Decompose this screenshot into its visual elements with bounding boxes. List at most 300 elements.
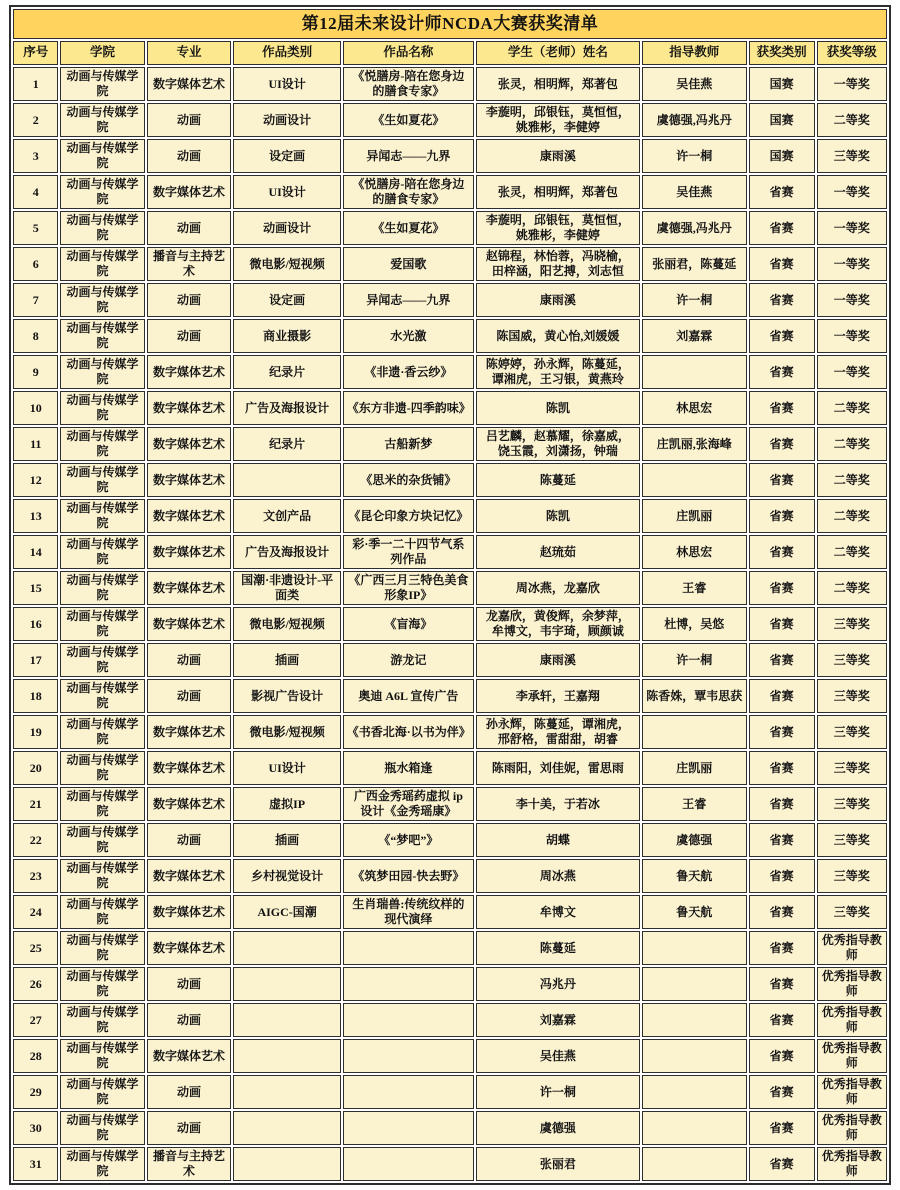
cell-college: 动画与传媒学院 bbox=[60, 1147, 144, 1181]
table-row bbox=[13, 679, 887, 713]
table-row bbox=[13, 535, 887, 569]
table-row bbox=[13, 1075, 887, 1109]
cell-award-type: 省赛 bbox=[749, 499, 815, 533]
table-row bbox=[13, 427, 887, 461]
cell-students: 赵锦程，林怡蓉，冯晓榆，田梓涵，阳艺搏，刘志恒 bbox=[476, 247, 640, 281]
cell-work-title: 游龙记 bbox=[343, 643, 474, 677]
cell-index: 26 bbox=[13, 967, 58, 1001]
cell-index: 10 bbox=[13, 391, 58, 425]
cell-advisors: 虞德强,冯兆丹 bbox=[642, 211, 747, 245]
cell-award-type: 省赛 bbox=[749, 1039, 815, 1073]
cell-category bbox=[233, 931, 340, 965]
cell-category bbox=[233, 463, 340, 497]
cell-award-level: 二等奖 bbox=[817, 571, 887, 605]
cell-award-type: 省赛 bbox=[749, 967, 815, 1001]
cell-work-title: 异闻志——九界 bbox=[343, 283, 474, 317]
cell-award-level: 优秀指导教师 bbox=[817, 931, 887, 965]
cell-work-title: 《筑梦田园-快去野》 bbox=[343, 859, 474, 893]
table-row bbox=[13, 175, 887, 209]
cell-work-title bbox=[343, 1147, 474, 1181]
cell-advisors: 王睿 bbox=[642, 571, 747, 605]
table-row bbox=[13, 139, 887, 173]
table-row bbox=[13, 607, 887, 641]
table-row bbox=[13, 715, 887, 749]
cell-award-type: 省赛 bbox=[749, 535, 815, 569]
cell-index: 1 bbox=[13, 67, 58, 101]
cell-major: 动画 bbox=[147, 643, 232, 677]
cell-award-type: 省赛 bbox=[749, 319, 815, 353]
cell-students: 张灵，相明辉，郑著包 bbox=[476, 67, 640, 101]
cell-students: 吴佳燕 bbox=[476, 1039, 640, 1073]
cell-category: 微电影/短视频 bbox=[233, 607, 340, 641]
cell-category bbox=[233, 1111, 340, 1145]
cell-college: 动画与传媒学院 bbox=[60, 391, 144, 425]
cell-work-title bbox=[343, 967, 474, 1001]
cell-advisors: 虞德强 bbox=[642, 823, 747, 857]
cell-major: 数字媒体艺术 bbox=[147, 175, 232, 209]
cell-advisors: 陈香姝，覃韦思获 bbox=[642, 679, 747, 713]
cell-award-level: 优秀指导教师 bbox=[817, 1003, 887, 1037]
table-row bbox=[13, 1111, 887, 1145]
cell-college: 动画与传媒学院 bbox=[60, 1003, 144, 1037]
cell-award-type: 省赛 bbox=[749, 175, 815, 209]
cell-advisors: 林思宏 bbox=[642, 391, 747, 425]
cell-major: 动画 bbox=[147, 319, 232, 353]
cell-index: 3 bbox=[13, 139, 58, 173]
cell-work-title: 《盲海》 bbox=[343, 607, 474, 641]
cell-students: 李蔙明，邱银钰，莫恒恒，姚雅彬，李健婷 bbox=[476, 211, 640, 245]
cell-award-level: 优秀指导教师 bbox=[817, 1147, 887, 1181]
cell-award-type: 省赛 bbox=[749, 427, 815, 461]
cell-index: 9 bbox=[13, 355, 58, 389]
cell-category: UI设计 bbox=[233, 67, 340, 101]
cell-work-title: 《昆仑印象方块记忆》 bbox=[343, 499, 474, 533]
table-row bbox=[13, 1039, 887, 1073]
cell-work-title: 古船新梦 bbox=[343, 427, 474, 461]
cell-category: 动画设计 bbox=[233, 103, 340, 137]
cell-college: 动画与传媒学院 bbox=[60, 1111, 144, 1145]
cell-award-level: 一等奖 bbox=[817, 283, 887, 317]
cell-students: 胡蝶 bbox=[476, 823, 640, 857]
cell-advisors: 虞德强,冯兆丹 bbox=[642, 103, 747, 137]
cell-award-type: 国赛 bbox=[749, 139, 815, 173]
cell-award-type: 国赛 bbox=[749, 103, 815, 137]
table-row bbox=[13, 247, 887, 281]
cell-students: 虞德强 bbox=[476, 1111, 640, 1145]
cell-advisors: 许一桐 bbox=[642, 643, 747, 677]
cell-work-title: 爱国歌 bbox=[343, 247, 474, 281]
table-row bbox=[13, 1147, 887, 1181]
cell-index: 28 bbox=[13, 1039, 58, 1073]
cell-category: 广告及海报设计 bbox=[233, 391, 340, 425]
cell-students: 张灵，相明辉，郑著包 bbox=[476, 175, 640, 209]
header-college: 学院 bbox=[60, 41, 144, 65]
cell-advisors: 庄凯丽 bbox=[642, 499, 747, 533]
cell-work-title: 《书香北海·以书为伴》 bbox=[343, 715, 474, 749]
cell-work-title: 彩·季一二十四节气系列作品 bbox=[343, 535, 474, 569]
cell-college: 动画与传媒学院 bbox=[60, 463, 144, 497]
cell-award-type: 省赛 bbox=[749, 931, 815, 965]
cell-award-level: 三等奖 bbox=[817, 787, 887, 821]
cell-major: 动画 bbox=[147, 679, 232, 713]
cell-advisors bbox=[642, 355, 747, 389]
cell-index: 30 bbox=[13, 1111, 58, 1145]
cell-major: 数字媒体艺术 bbox=[147, 67, 232, 101]
header-award-type: 获奖类别 bbox=[749, 41, 815, 65]
cell-advisors: 刘嘉霖 bbox=[642, 319, 747, 353]
cell-work-title: 《悦膳房-陪在您身边的膳食专家》 bbox=[343, 175, 474, 209]
cell-category bbox=[233, 967, 340, 1001]
cell-index: 7 bbox=[13, 283, 58, 317]
cell-category: 虚拟IP bbox=[233, 787, 340, 821]
cell-category bbox=[233, 1003, 340, 1037]
cell-students: 陈婷婷，孙永辉，陈蔓延，谭湘虎，王习银，黄燕玲 bbox=[476, 355, 640, 389]
cell-advisors bbox=[642, 967, 747, 1001]
cell-category: 纪录片 bbox=[233, 355, 340, 389]
cell-index: 20 bbox=[13, 751, 58, 785]
cell-index: 5 bbox=[13, 211, 58, 245]
table-row bbox=[13, 787, 887, 821]
table-body bbox=[13, 67, 887, 1181]
cell-work-title: 广西金秀瑶药虚拟 ip 设计《金秀瑶康》 bbox=[343, 787, 474, 821]
cell-index: 27 bbox=[13, 1003, 58, 1037]
cell-major: 动画 bbox=[147, 1075, 232, 1109]
cell-students: 许一桐 bbox=[476, 1075, 640, 1109]
cell-college: 动画与传媒学院 bbox=[60, 931, 144, 965]
cell-award-type: 省赛 bbox=[749, 1075, 815, 1109]
cell-college: 动画与传媒学院 bbox=[60, 103, 144, 137]
cell-advisors: 林思宏 bbox=[642, 535, 747, 569]
cell-category bbox=[233, 1039, 340, 1073]
cell-major: 数字媒体艺术 bbox=[147, 499, 232, 533]
cell-award-type: 省赛 bbox=[749, 787, 815, 821]
table-row bbox=[13, 283, 887, 317]
cell-college: 动画与传媒学院 bbox=[60, 319, 144, 353]
cell-students: 陈凯 bbox=[476, 391, 640, 425]
cell-award-level: 三等奖 bbox=[817, 679, 887, 713]
cell-major: 数字媒体艺术 bbox=[147, 859, 232, 893]
cell-major: 动画 bbox=[147, 211, 232, 245]
cell-award-level: 一等奖 bbox=[817, 355, 887, 389]
cell-major: 数字媒体艺术 bbox=[147, 463, 232, 497]
cell-index: 25 bbox=[13, 931, 58, 965]
cell-advisors: 杜博，吴悠 bbox=[642, 607, 747, 641]
cell-award-level: 三等奖 bbox=[817, 643, 887, 677]
cell-students: 陈凯 bbox=[476, 499, 640, 533]
cell-award-type: 省赛 bbox=[749, 391, 815, 425]
cell-work-title: 《非遗·香云纱》 bbox=[343, 355, 474, 389]
cell-category: AIGC-国潮 bbox=[233, 895, 340, 929]
cell-award-type: 省赛 bbox=[749, 247, 815, 281]
cell-category: 微电影/短视频 bbox=[233, 247, 340, 281]
cell-award-level: 优秀指导教师 bbox=[817, 1039, 887, 1073]
cell-major: 动画 bbox=[147, 967, 232, 1001]
cell-category: UI设计 bbox=[233, 175, 340, 209]
cell-major: 动画 bbox=[147, 1003, 232, 1037]
cell-major: 数字媒体艺术 bbox=[147, 715, 232, 749]
cell-advisors bbox=[642, 1111, 747, 1145]
cell-advisors: 鲁天航 bbox=[642, 895, 747, 929]
header-work-title: 作品名称 bbox=[343, 41, 474, 65]
cell-index: 2 bbox=[13, 103, 58, 137]
cell-award-level: 三等奖 bbox=[817, 607, 887, 641]
cell-award-level: 二等奖 bbox=[817, 499, 887, 533]
cell-advisors bbox=[642, 1003, 747, 1037]
cell-major: 播音与主持艺术 bbox=[147, 1147, 232, 1181]
cell-award-level: 一等奖 bbox=[817, 247, 887, 281]
cell-advisors bbox=[642, 931, 747, 965]
table-row bbox=[13, 319, 887, 353]
cell-index: 23 bbox=[13, 859, 58, 893]
cell-students: 陈雨阳，刘佳妮，雷思雨 bbox=[476, 751, 640, 785]
cell-award-level: 三等奖 bbox=[817, 751, 887, 785]
cell-category: 插画 bbox=[233, 823, 340, 857]
cell-award-level: 一等奖 bbox=[817, 175, 887, 209]
cell-index: 29 bbox=[13, 1075, 58, 1109]
cell-college: 动画与传媒学院 bbox=[60, 535, 144, 569]
cell-college: 动画与传媒学院 bbox=[60, 67, 144, 101]
cell-work-title: 奥迪 A6L 宣传广告 bbox=[343, 679, 474, 713]
cell-work-title bbox=[343, 931, 474, 965]
table-row bbox=[13, 67, 887, 101]
cell-index: 16 bbox=[13, 607, 58, 641]
cell-college: 动画与传媒学院 bbox=[60, 1075, 144, 1109]
cell-students: 周冰燕 bbox=[476, 859, 640, 893]
cell-award-type: 省赛 bbox=[749, 859, 815, 893]
cell-college: 动画与传媒学院 bbox=[60, 139, 144, 173]
cell-index: 6 bbox=[13, 247, 58, 281]
cell-index: 21 bbox=[13, 787, 58, 821]
cell-work-title: 水光激 bbox=[343, 319, 474, 353]
header-advisors: 指导教师 bbox=[642, 41, 747, 65]
cell-major: 播音与主持艺术 bbox=[147, 247, 232, 281]
table-row bbox=[13, 823, 887, 857]
cell-advisors: 庄凯丽,张海峰 bbox=[642, 427, 747, 461]
cell-award-type: 省赛 bbox=[749, 643, 815, 677]
cell-award-type: 省赛 bbox=[749, 1003, 815, 1037]
cell-advisors: 庄凯丽 bbox=[642, 751, 747, 785]
cell-college: 动画与传媒学院 bbox=[60, 211, 144, 245]
cell-work-title bbox=[343, 1039, 474, 1073]
cell-index: 4 bbox=[13, 175, 58, 209]
cell-work-title: 《生如夏花》 bbox=[343, 103, 474, 137]
cell-students: 冯兆丹 bbox=[476, 967, 640, 1001]
cell-college: 动画与传媒学院 bbox=[60, 607, 144, 641]
cell-index: 8 bbox=[13, 319, 58, 353]
cell-college: 动画与传媒学院 bbox=[60, 427, 144, 461]
cell-work-title: 生肖瑞兽:传统纹样的现代演绎 bbox=[343, 895, 474, 929]
cell-students: 康雨溪 bbox=[476, 139, 640, 173]
cell-work-title: 《悦膳房-陪在您身边的膳食专家》 bbox=[343, 67, 474, 101]
cell-index: 11 bbox=[13, 427, 58, 461]
table-row bbox=[13, 1003, 887, 1037]
cell-category: 动画设计 bbox=[233, 211, 340, 245]
table-row bbox=[13, 931, 887, 965]
cell-index: 19 bbox=[13, 715, 58, 749]
cell-award-type: 省赛 bbox=[749, 715, 815, 749]
cell-major: 动画 bbox=[147, 1111, 232, 1145]
cell-award-level: 一等奖 bbox=[817, 319, 887, 353]
cell-award-level: 优秀指导教师 bbox=[817, 967, 887, 1001]
cell-category: 设定画 bbox=[233, 283, 340, 317]
cell-award-level: 二等奖 bbox=[817, 427, 887, 461]
cell-students: 陈蔓延 bbox=[476, 931, 640, 965]
cell-category: 微电影/短视频 bbox=[233, 715, 340, 749]
header-category: 作品类别 bbox=[233, 41, 340, 65]
title-row bbox=[13, 9, 887, 39]
cell-category: 插画 bbox=[233, 643, 340, 677]
cell-category: 纪录片 bbox=[233, 427, 340, 461]
cell-college: 动画与传媒学院 bbox=[60, 679, 144, 713]
cell-college: 动画与传媒学院 bbox=[60, 751, 144, 785]
cell-major: 数字媒体艺术 bbox=[147, 571, 232, 605]
cell-index: 14 bbox=[13, 535, 58, 569]
cell-work-title: 异闻志——九界 bbox=[343, 139, 474, 173]
cell-work-title bbox=[343, 1075, 474, 1109]
cell-award-type: 省赛 bbox=[749, 355, 815, 389]
cell-advisors bbox=[642, 1039, 747, 1073]
cell-award-type: 省赛 bbox=[749, 607, 815, 641]
cell-major: 数字媒体艺术 bbox=[147, 751, 232, 785]
cell-award-level: 三等奖 bbox=[817, 859, 887, 893]
cell-work-title bbox=[343, 1003, 474, 1037]
cell-advisors: 许一桐 bbox=[642, 283, 747, 317]
header-index: 序号 bbox=[13, 41, 58, 65]
cell-major: 数字媒体艺术 bbox=[147, 895, 232, 929]
cell-advisors bbox=[642, 1075, 747, 1109]
header-students: 学生（老师）姓名 bbox=[476, 41, 640, 65]
table-row bbox=[13, 895, 887, 929]
cell-college: 动画与传媒学院 bbox=[60, 643, 144, 677]
cell-work-title: 瓶水箱逢 bbox=[343, 751, 474, 785]
cell-index: 12 bbox=[13, 463, 58, 497]
table-row bbox=[13, 391, 887, 425]
cell-work-title: 《思米的杂货铺》 bbox=[343, 463, 474, 497]
cell-college: 动画与传媒学院 bbox=[60, 571, 144, 605]
cell-students: 孙永辉，陈蔓延，谭湘虎，邢舒格，雷甜甜，胡睿 bbox=[476, 715, 640, 749]
cell-award-type: 省赛 bbox=[749, 283, 815, 317]
cell-award-type: 省赛 bbox=[749, 571, 815, 605]
cell-award-level: 三等奖 bbox=[817, 139, 887, 173]
cell-award-level: 优秀指导教师 bbox=[817, 1111, 887, 1145]
cell-category: 商业摄影 bbox=[233, 319, 340, 353]
cell-advisors bbox=[642, 463, 747, 497]
cell-major: 动画 bbox=[147, 103, 232, 137]
cell-major: 数字媒体艺术 bbox=[147, 355, 232, 389]
cell-students: 周冰燕，龙嘉欣 bbox=[476, 571, 640, 605]
cell-award-level: 二等奖 bbox=[817, 391, 887, 425]
cell-college: 动画与传媒学院 bbox=[60, 175, 144, 209]
cell-advisors: 鲁天航 bbox=[642, 859, 747, 893]
cell-college: 动画与传媒学院 bbox=[60, 283, 144, 317]
cell-award-level: 三等奖 bbox=[817, 823, 887, 857]
cell-award-level: 二等奖 bbox=[817, 535, 887, 569]
cell-students: 赵琉茹 bbox=[476, 535, 640, 569]
cell-college: 动画与传媒学院 bbox=[60, 859, 144, 893]
cell-award-type: 省赛 bbox=[749, 751, 815, 785]
cell-major: 数字媒体艺术 bbox=[147, 1039, 232, 1073]
cell-award-type: 省赛 bbox=[749, 463, 815, 497]
cell-college: 动画与传媒学院 bbox=[60, 247, 144, 281]
cell-category: 乡村视觉设计 bbox=[233, 859, 340, 893]
cell-award-type: 省赛 bbox=[749, 211, 815, 245]
page-title: 第12届未来设计师NCDA大赛获奖清单 bbox=[13, 9, 887, 39]
cell-major: 数字媒体艺术 bbox=[147, 535, 232, 569]
cell-index: 31 bbox=[13, 1147, 58, 1181]
cell-students: 陈蔓延 bbox=[476, 463, 640, 497]
cell-category: 广告及海报设计 bbox=[233, 535, 340, 569]
cell-category: 国潮·非遗设计-平面类 bbox=[233, 571, 340, 605]
cell-major: 动画 bbox=[147, 283, 232, 317]
cell-college: 动画与传媒学院 bbox=[60, 499, 144, 533]
cell-award-type: 省赛 bbox=[749, 823, 815, 857]
cell-award-type: 省赛 bbox=[749, 679, 815, 713]
cell-index: 24 bbox=[13, 895, 58, 929]
table-row bbox=[13, 859, 887, 893]
cell-students: 张丽君 bbox=[476, 1147, 640, 1181]
cell-category bbox=[233, 1075, 340, 1109]
cell-category: 文创产品 bbox=[233, 499, 340, 533]
cell-award-level: 二等奖 bbox=[817, 103, 887, 137]
cell-advisors bbox=[642, 1147, 747, 1181]
cell-category: UI设计 bbox=[233, 751, 340, 785]
cell-students: 龙嘉欣，黄俊辉，余梦萍，牟博文，韦宇琦，顾颜诚 bbox=[476, 607, 640, 641]
cell-work-title: 《东方非遗-四季韵味》 bbox=[343, 391, 474, 425]
cell-major: 数字媒体艺术 bbox=[147, 931, 232, 965]
cell-award-type: 省赛 bbox=[749, 895, 815, 929]
cell-index: 17 bbox=[13, 643, 58, 677]
cell-award-level: 一等奖 bbox=[817, 211, 887, 245]
cell-category: 影视广告设计 bbox=[233, 679, 340, 713]
table-row bbox=[13, 967, 887, 1001]
cell-award-level: 一等奖 bbox=[817, 67, 887, 101]
cell-category bbox=[233, 1147, 340, 1181]
header-major: 专业 bbox=[147, 41, 232, 65]
cell-work-title: 《生如夏花》 bbox=[343, 211, 474, 245]
cell-award-level: 三等奖 bbox=[817, 895, 887, 929]
cell-major: 动画 bbox=[147, 823, 232, 857]
cell-students: 李承轩，王嘉翔 bbox=[476, 679, 640, 713]
cell-major: 数字媒体艺术 bbox=[147, 787, 232, 821]
cell-college: 动画与传媒学院 bbox=[60, 895, 144, 929]
cell-award-type: 省赛 bbox=[749, 1147, 815, 1181]
header-row bbox=[13, 41, 887, 65]
cell-work-title: 《广西三月三特色美食形象IP》 bbox=[343, 571, 474, 605]
cell-major: 动画 bbox=[147, 139, 232, 173]
cell-award-type: 省赛 bbox=[749, 1111, 815, 1145]
table-row bbox=[13, 499, 887, 533]
table-row bbox=[13, 463, 887, 497]
cell-students: 李蔙明，邱银钰，莫恒恒，姚雅彬，李健婷 bbox=[476, 103, 640, 137]
cell-advisors: 张丽君，陈蔓延 bbox=[642, 247, 747, 281]
cell-students: 康雨溪 bbox=[476, 283, 640, 317]
cell-advisors: 王睿 bbox=[642, 787, 747, 821]
cell-students: 陈国威，黄心怡,刘媛媛 bbox=[476, 319, 640, 353]
cell-students: 牟博文 bbox=[476, 895, 640, 929]
cell-students: 李十美，于若冰 bbox=[476, 787, 640, 821]
cell-college: 动画与传媒学院 bbox=[60, 1039, 144, 1073]
table-row bbox=[13, 211, 887, 245]
cell-advisors: 吴佳燕 bbox=[642, 67, 747, 101]
awards-table bbox=[9, 5, 891, 1185]
table-row bbox=[13, 643, 887, 677]
cell-work-title: 《“梦吧”》 bbox=[343, 823, 474, 857]
cell-work-title bbox=[343, 1111, 474, 1145]
cell-award-level: 优秀指导教师 bbox=[817, 1075, 887, 1109]
table-row bbox=[13, 571, 887, 605]
cell-students: 康雨溪 bbox=[476, 643, 640, 677]
cell-students: 刘嘉霖 bbox=[476, 1003, 640, 1037]
